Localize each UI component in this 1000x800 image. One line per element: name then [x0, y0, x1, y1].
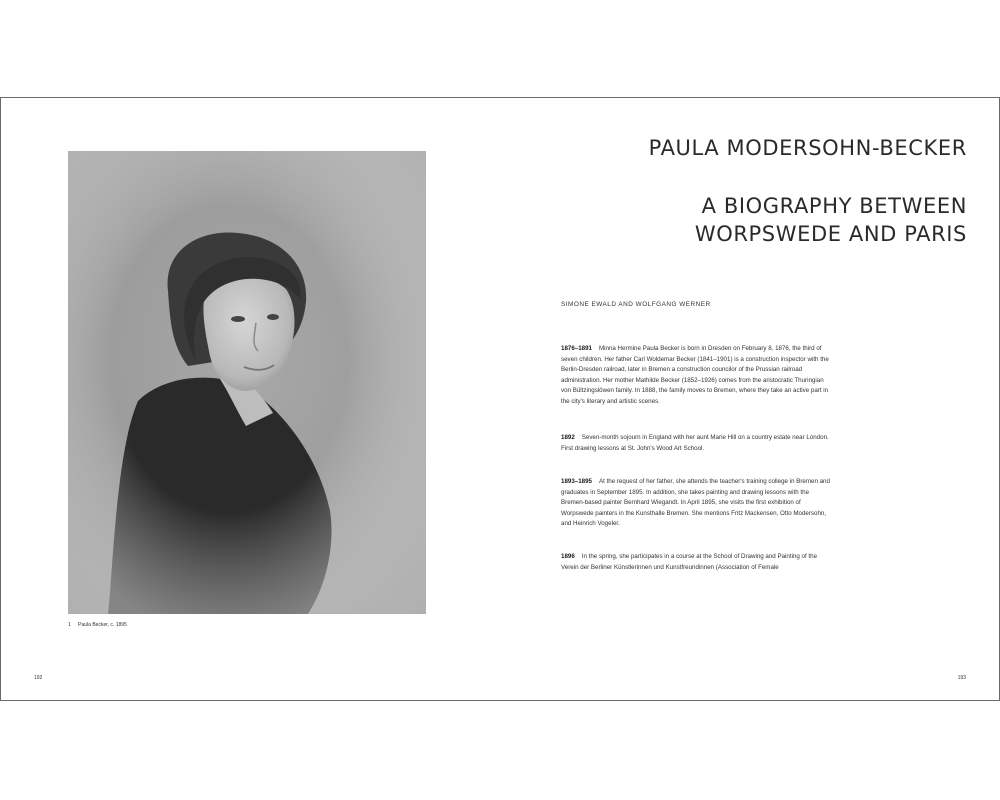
timeline-entry	[561, 477, 833, 530]
figure-caption	[68, 622, 127, 628]
timeline-entry	[561, 552, 833, 573]
entry-year: 1896	[561, 553, 575, 560]
entry-year: 1876–1891	[561, 345, 592, 352]
entry-year: 1892	[561, 434, 575, 441]
entry-year: 1893–1895	[561, 478, 592, 485]
authors-byline: SIMONE EWALD AND WOLFGANG WERNER	[561, 301, 711, 308]
entry-text: Minna Hermine Paula Becker is born in Dresden on February 8, 1876, the third of seven children. Her father Carl Woldemar Becker (1841–1901) is a construction inspector with the Berlin-Dresden railroad, later in Bremen a construction councilor of the Prussian railroad administration. Her mother Mathilde Becker (1852–1926) comes from the aristocratic Thuringian von Bültzingslöwen family. In 1888, the family moves to Bremen, where they take an active part in the city's literary and artistic scenes.	[561, 345, 829, 405]
subtitle-line-2: WORPSWEDE AND PARIS	[694, 222, 967, 246]
subtitle-line-1: A BIOGRAPHY BETWEEN	[701, 194, 967, 218]
portrait-photo	[68, 151, 426, 614]
page-number-right: 193	[957, 675, 966, 681]
figure-number: 1	[68, 622, 71, 628]
entry-text: Seven-month sojourn in England with her aunt Marie Hill on a country estate near London. First drawing lessons at St. John's Wood Art School.	[561, 434, 829, 452]
article-subtitle	[695, 192, 967, 248]
entry-text: At the request of her father, she attends the teacher's training college in Bremen and graduates in September 1895. In addition, she takes painting and drawing lessons with the Bremen-based painter Bernhard Wiegandt. In April 1895, she visits the first exhibition of Worpswede painters in the Kunsthalle Bremen. She mentions Fritz Mackensen, Otto Modersohn, and Heinrich Vogeler.	[561, 478, 830, 528]
timeline-entry	[561, 344, 833, 408]
page-number-left: 192	[34, 675, 43, 681]
timeline-entry	[561, 433, 833, 454]
article-title: PAULA MODERSOHN-BECKER	[648, 136, 967, 160]
figure-caption-text: Paula Becker, c. 1895	[78, 622, 127, 628]
entry-text: In the spring, she participates in a course at the School of Drawing and Painting of the Verein der Berliner Künstlerinnen und Kunstfreundinnen (Association of Female	[561, 553, 818, 571]
